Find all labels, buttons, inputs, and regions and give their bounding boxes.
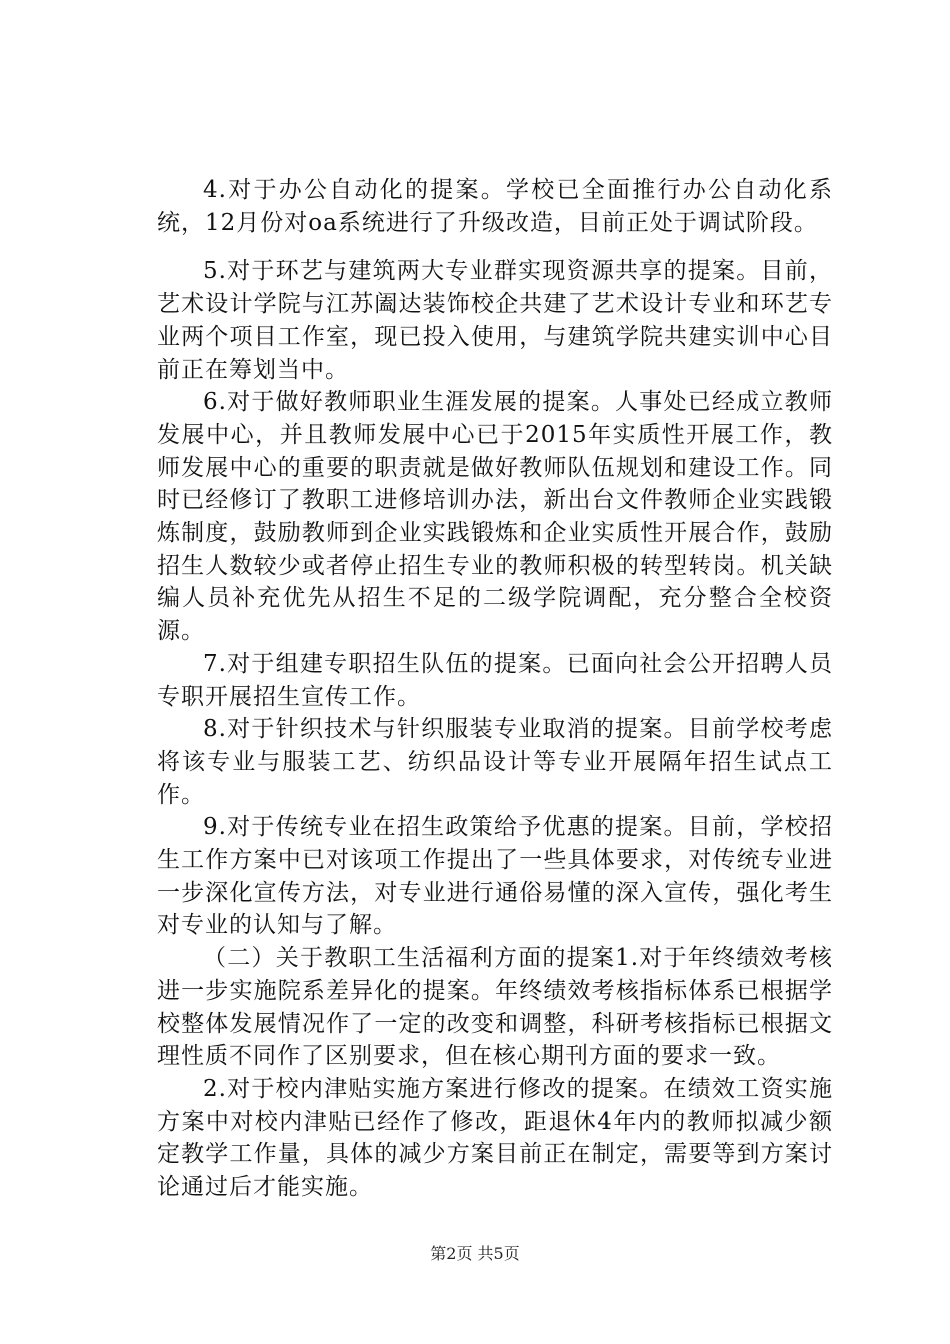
paragraph-section-welfare: （二）关于教职工生活福利方面的提案1.对于年终绩效考核进一步实施院系差异化的提案。年终绩效考核指标体系已根据学校整体发展情况作了一定的改变和调整，科研考核指标已根据文理性质不同作了区别要求，但在核心期刊方面的要求一致。: [157, 945, 833, 1070]
paragraph-item-9: 9.对于传统专业在招生政策给予优惠的提案。目前，学校招生工作方案中已对该项工作提出了一些具体要求，对传统专业进一步深化宣传方法，对专业进行通俗易懂的深入宣传，强化考生对专业的认知与了解。: [157, 814, 833, 939]
document-body: [157, 174, 833, 1204]
paragraph-welfare-item-2: 2.对于校内津贴实施方案进行修改的提案。在绩效工资实施方案中对校内津贴已经作了修改，距退休4年内的教师拟减少额定教学工作量，具体的减少方案目前正在制定，需要等到方案讨论通过后才能实施。: [157, 1075, 833, 1201]
paragraph-item-7: 7.对于组建专职招生队伍的提案。已面向社会公开招聘人员专职开展招生宣传工作。: [157, 650, 833, 710]
paragraph-item-4: 4.对于办公自动化的提案。学校已全面推行办公自动化系统，12月份对oa系统进行了升级改造，目前正处于调试阶段。: [157, 177, 833, 236]
paragraph-item-6: 6.对于做好教师职业生涯发展的提案。人事处已经成立教师发展中心，并且教师发展中心已于2015年实质性开展工作，教师发展中心的重要的职责就是做好教师队伍规划和建设工作。同时已经修订了教职工进修培训办法，新出台文件教师企业实践锻炼制度，鼓励教师到企业实践锻炼和企业实质性开展合作，鼓励招生人数较少或者停止招生专业的教师积极的转型转岗。机关缺编人员补充优先从招生不足的二级学院调配，充分整合全校资源。: [157, 389, 833, 645]
paragraph-item-5: 5.对于环艺与建筑两大专业群实现资源共享的提案。目前，艺术设计学院与江苏阖达装饰校企共建了艺术设计专业和环艺专业两个项目工作室，现已投入使用，与建筑学院共建实训中心目前正在筹划当中。: [157, 258, 833, 383]
paragraph-item-8: 8.对于针织技术与针织服装专业取消的提案。目前学校考虑将该专业与服装工艺、纺织品设计等专业开展隔年招生试点工作。: [157, 716, 833, 808]
page-number-footer: 第2页 共5页: [430, 1244, 520, 1263]
